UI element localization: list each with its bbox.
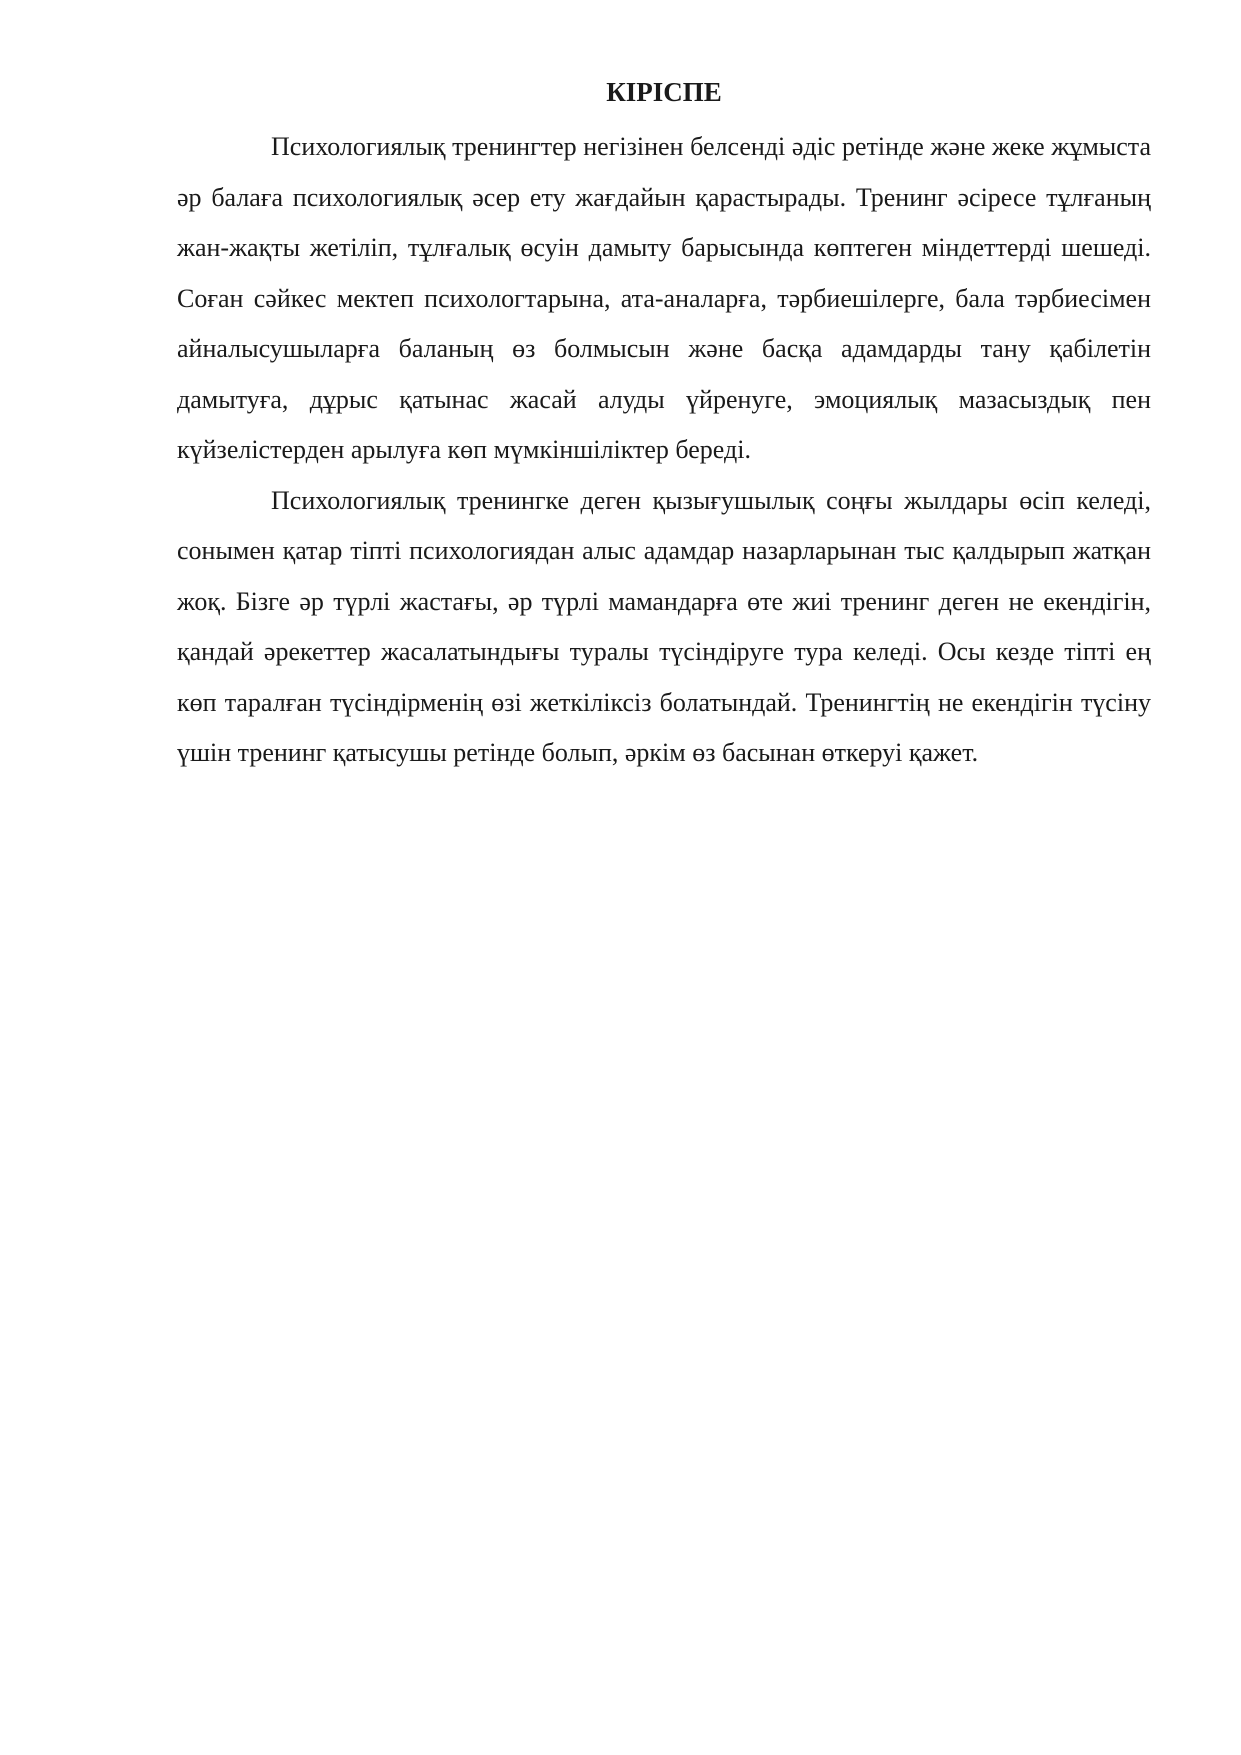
page-title: КІРІСПЕ xyxy=(606,77,722,107)
paragraph-2: Психологиялық тренингке деген қызығушылық соңғы жылдары өсіп келеді, сонымен қатар тіпті психологиядан алыс адамдар назарларынан тыс қалдырып жатқан жоқ. Бізге әр түрлі жастағы, әр түрлі мамандарға өте жиі тренинг деген не екендігін, қандай әрекеттер жасалатындығы туралы түсіндіруге тура келеді. Осы кезде тіпті ең көп таралған түсіндірменің өзі жеткіліксіз болатындай. Тренингтің не екендігін түсіну үшін тренинг қатысушы ретінде болып, әркім өз басынан өткеруі қажет. xyxy=(177,485,1151,767)
paragraph-1: Психологиялық тренингтер негізінен белсенді әдіс ретінде және жеке жұмыста әр балаға психологиялық әсер ету жағдайын қарастырады. Тренинг әсіресе тұлғаның жан-жақты жетіліп, тұлғалық өсуін дамыту барысында көптеген міндеттерді шешеді. Соған сәйкес мектеп психологтарына, ата-аналарға, тәрбиешілерге, бала тәрбиесімен айналысушыларға баланың өз болмысын және басқа адамдарды тану қабілетін дамытуға, дұрыс қатынас жасай алуды үйренуге, эмоциялық мазасыздық пен күйзелістерден арылуға көп мүмкіншіліктер береді. xyxy=(177,132,1151,464)
document-body xyxy=(177,70,1151,779)
